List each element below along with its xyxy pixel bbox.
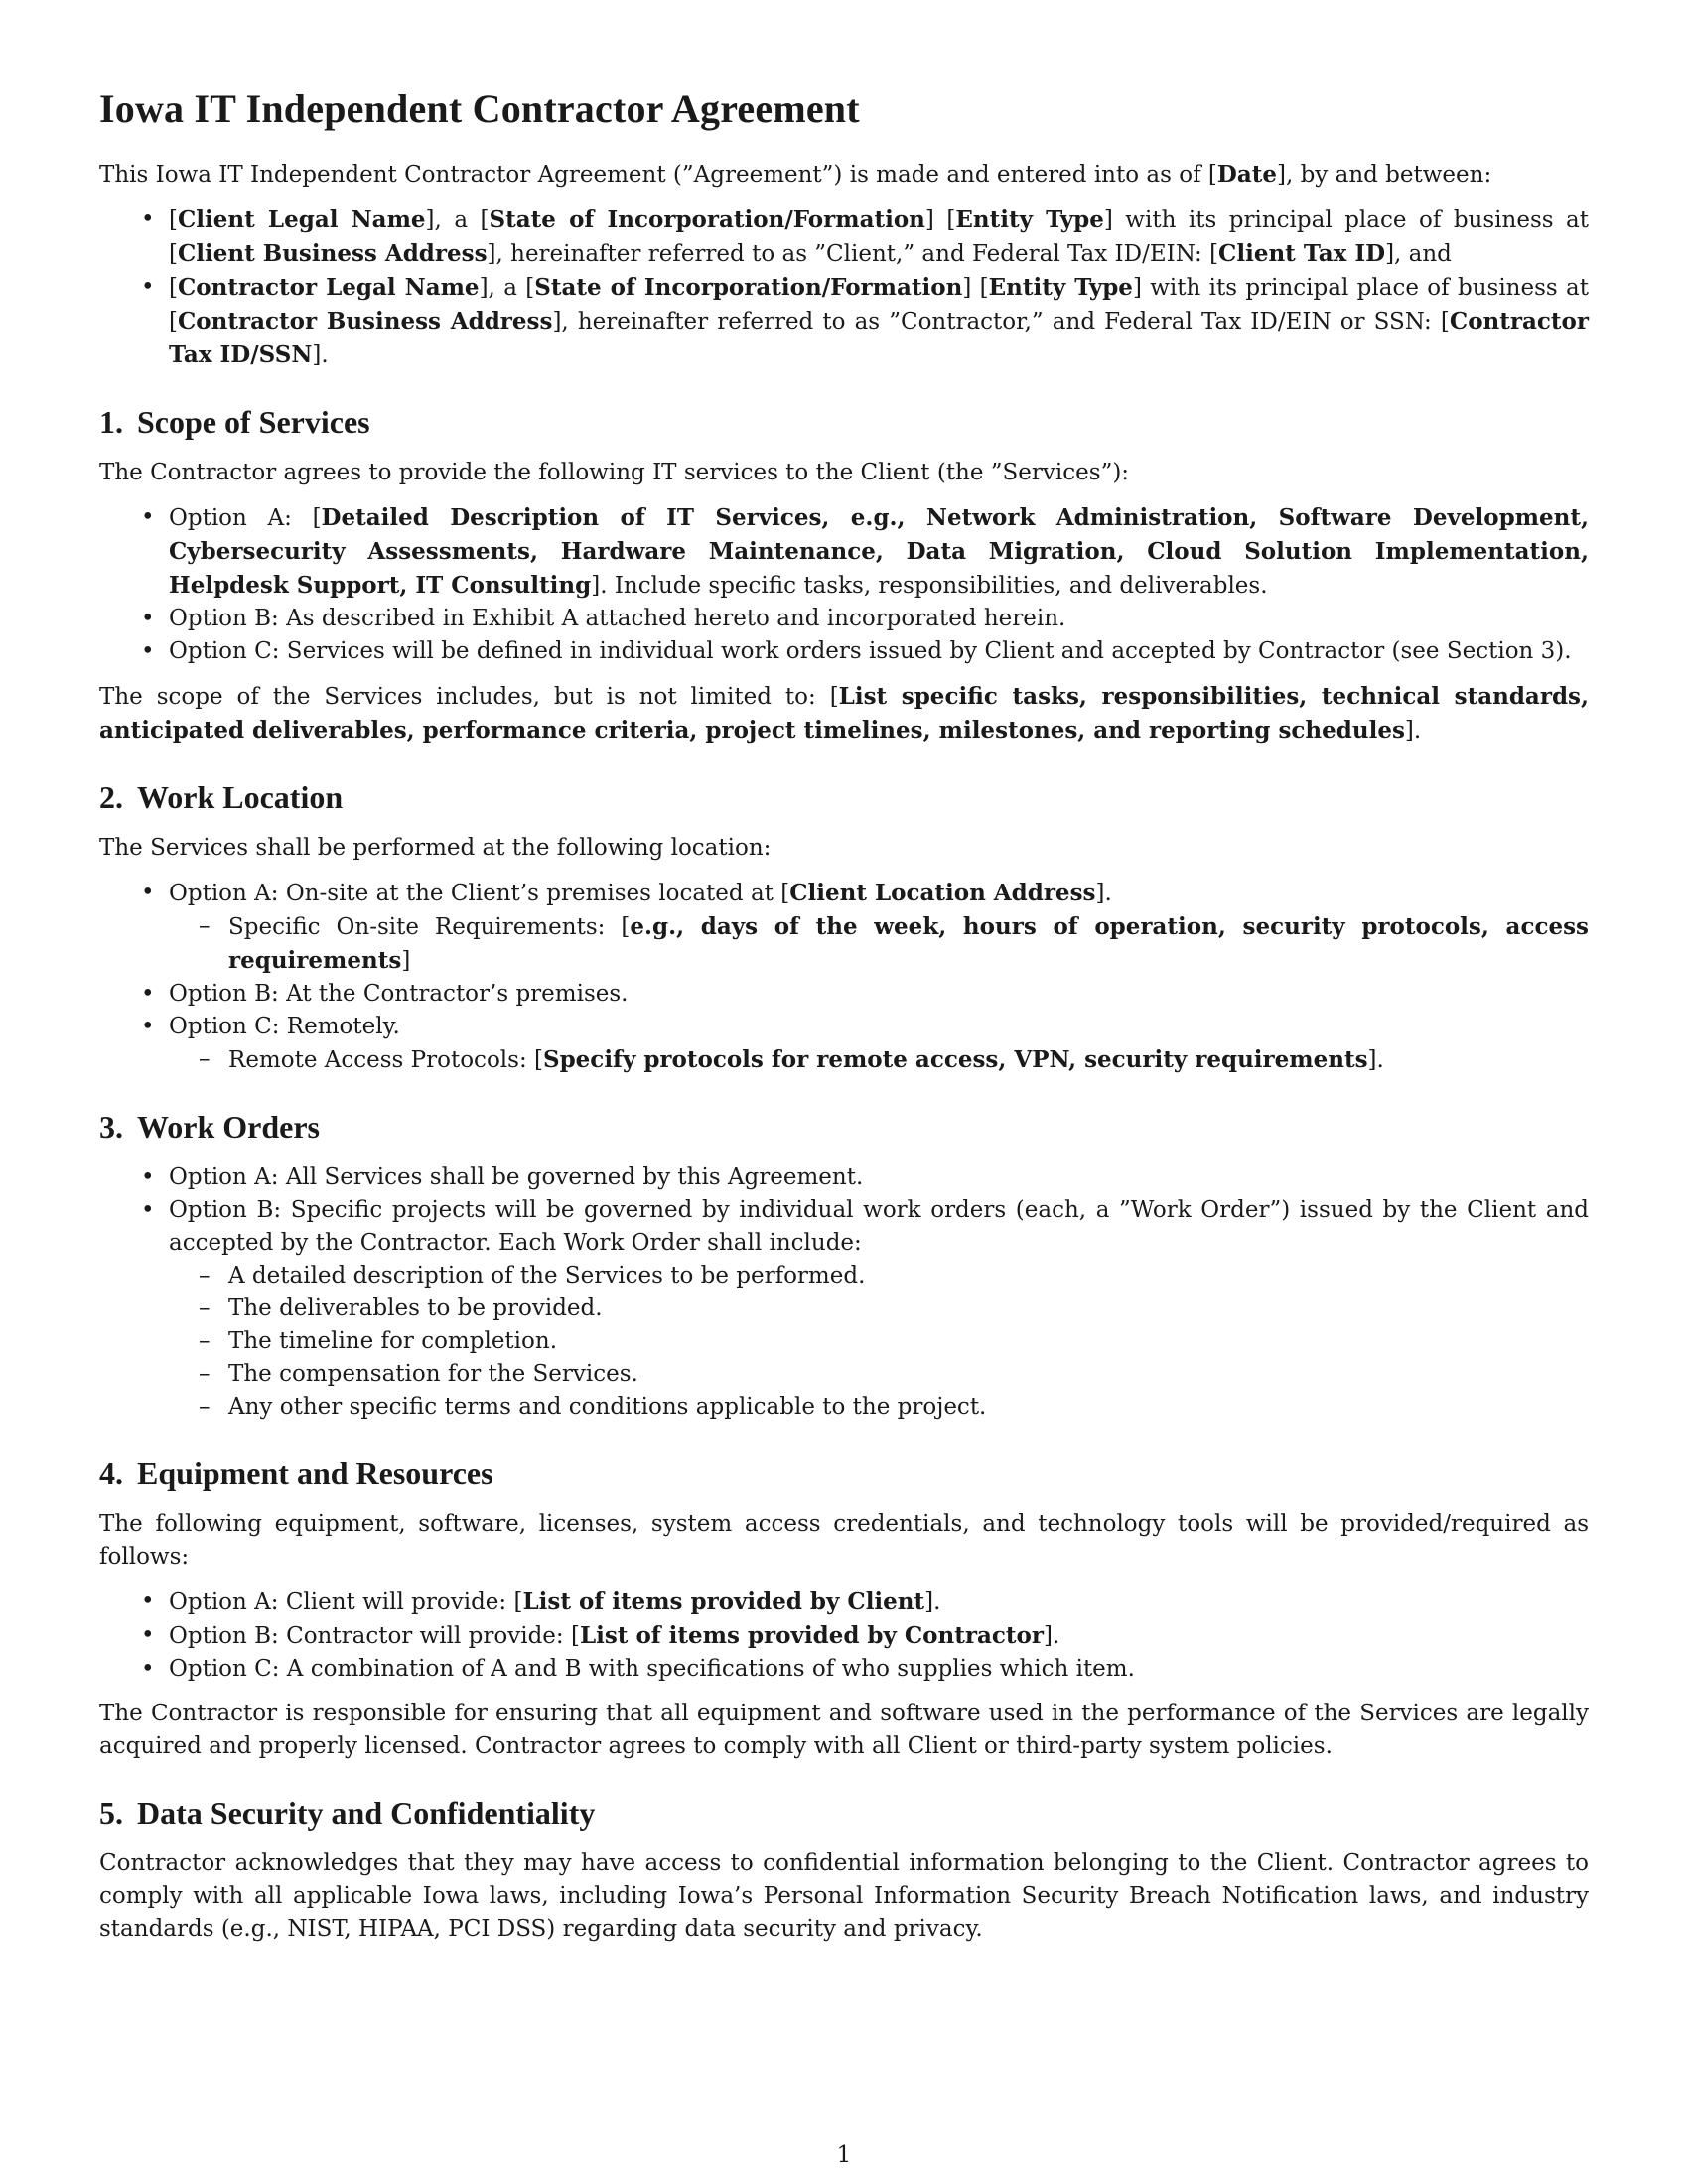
equipment-option-b: • Option B: Contractor will provide: [List of items provided by Contractor]. — [99, 1619, 1589, 1653]
section-heading-data-security: 5. Data Security and Confidentiality — [99, 1795, 596, 1831]
section-heading-equipment: 4. Equipment and Resources — [99, 1455, 493, 1491]
work-order-item: – A detailed description of the Services to be performed. — [169, 1260, 1589, 1293]
scope-options-list — [99, 501, 1589, 668]
scope-intro: The Contractor agrees to provide the following IT services to the Client (the ”Services”): — [99, 460, 1130, 485]
data-security-paragraph: Contractor acknowledges that they may have access to confidential information belonging to the Client. Contractor agrees to comply with all applicable Iowa laws, including Iowa’s Personal Information Security Breach Notification laws, and industry standards (e.g., NIST, HIPAA, PCI DSS) regarding data security and privacy. — [99, 1850, 1589, 1942]
section-heading-work-orders: 3. Work Orders — [99, 1109, 320, 1145]
location-option-c-sublist — [169, 1043, 1589, 1077]
location-intro: The Services shall be performed at the following location: — [99, 835, 772, 861]
party-client: • [Client Legal Name], a [State of Incorporation/Formation] [Entity Type] with its principal place of business at [Client Business Address], hereinafter referred to as ”Client,” and Federal Tax ID/EIN: [Client Tax ID], and — [99, 204, 1589, 271]
document-title: Iowa IT Independent Contractor Agreement — [99, 86, 860, 131]
location-option-a: • Option A: On-site at the Client’s premises located at [Client Location Address]. – Specific On-site Requirements: [e.g., days of the week, hours of operation, security protocols, access requirements] — [99, 877, 1589, 978]
work-order-item: – The compensation for the Services. — [169, 1358, 1589, 1391]
party-contractor: • [Contractor Legal Name], a [State of Incorporation/Formation] [Entity Type] with its principal place of business at [Contractor Business Address], hereinafter referred to as ”Contractor,” and Federal Tax ID/EIN or SSN: [Contractor Tax ID/SSN]. — [99, 271, 1589, 372]
work-orders-option-b: • Option B: Specific projects will be governed by individual work orders (each, a ”Work Order”) issued by the Client and accepted by the Contractor. Each Work Order shall include: – A detailed description of the Services to be performed. – The deliverables to be provided. – The timeline for completion. – The compensation for the Services. – Any other specific terms and conditions applicable to the project. — [99, 1194, 1589, 1424]
location-option-c: • Option C: Remotely. – Remote Access Protocols: [Specify protocols for remote access, VPN, security requirements]. — [99, 1011, 1589, 1077]
work-orders-option-a: • Option A: All Services shall be governed by this Agreement. — [99, 1161, 1589, 1194]
work-order-item: – Any other specific terms and conditions applicable to the project. — [169, 1391, 1589, 1424]
scope-option-c: • Option C: Services will be defined in individual work orders issued by Client and accepted by Contractor (see Section 3). — [99, 635, 1589, 668]
work-order-contents-list — [169, 1260, 1589, 1424]
location-option-b: • Option B: At the Contractor’s premises. — [99, 978, 1589, 1011]
equipment-intro: The following equipment, software, licenses, system access credentials, and technology tools will be provided/required as follows: — [99, 1511, 1589, 1570]
intro-paragraph: This Iowa IT Independent Contractor Agreement (”Agreement”) is made and entered into as of [Date], by and between: — [99, 161, 1492, 188]
remote-access-protocols: – Remote Access Protocols: [Specify protocols for remote access, VPN, security requirements]. — [169, 1043, 1589, 1077]
equipment-options-list — [99, 1585, 1589, 1686]
onsite-requirements: – Specific On-site Requirements: [e.g., days of the week, hours of operation, security protocols, access requirements] — [169, 910, 1589, 978]
scope-option-a: • Option A: [Detailed Description of IT Services, e.g., Network Administration, Software Development, Cybersecurity Assessments, Hardware Maintenance, Data Migration, Cloud Solution Implementation, Helpdesk Support, IT Consulting]. Include specific tasks, responsibilities, and deliverables. — [99, 501, 1589, 603]
location-option-a-sublist — [169, 910, 1589, 978]
scope-option-b: • Option B: As described in Exhibit A attached hereto and incorporated herein. — [99, 603, 1589, 635]
scope-details: The scope of the Services includes, but is not limited to: [List specific tasks, responsibilities, technical standards, anticipated deliverables, performance criteria, project timelines, milestones, and reporting schedules]. — [99, 683, 1589, 744]
parties-list — [99, 204, 1589, 372]
equipment-option-a: • Option A: Client will provide: [List of items provided by Client]. — [99, 1585, 1589, 1619]
equipment-option-c: • Option C: A combination of A and B with specifications of who supplies which item. — [99, 1653, 1589, 1686]
work-order-item: – The deliverables to be provided. — [169, 1293, 1589, 1325]
equipment-paragraph: The Contractor is responsible for ensuring that all equipment and software used in the performance of the Services are legally acquired and properly licensed. Contractor agrees to comply with all Client or third-party system policies. — [99, 1701, 1589, 1759]
date-placeholder: Date — [1216, 161, 1277, 188]
document-body — [99, 85, 1589, 1958]
section-heading-location: 2. Work Location — [99, 779, 344, 815]
work-orders-list — [99, 1161, 1589, 1424]
section-heading-scope: 1. Scope of Services — [99, 404, 370, 440]
page-number: 1 — [836, 2142, 852, 2168]
location-options-list — [99, 877, 1589, 1077]
work-order-item: – The timeline for completion. — [169, 1325, 1589, 1358]
